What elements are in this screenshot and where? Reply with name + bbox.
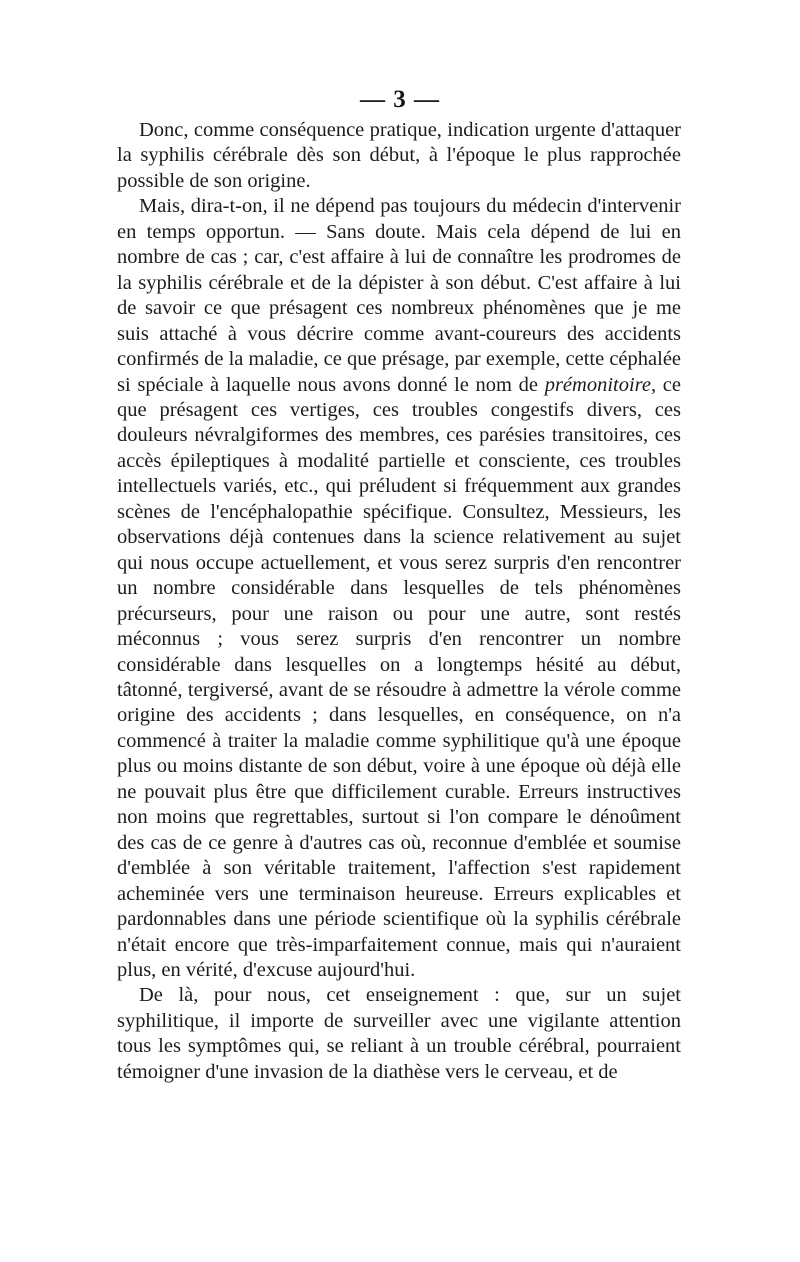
paragraph [117, 983, 681, 1085]
paragraph-text: Donc, comme conséquence pratique, indication urgente d'attaquer la syphilis cérébrale dès son début, à l'époque le plus rapprochée possible de son origine. [117, 119, 681, 192]
paragraph-text: De là, pour nous, cet enseignement : que, sur un sujet syphilitique, il importe de surveiller avec une vigilante attention tous les symptômes qui, se reliant à un trouble cérébral, pourraient témoigner d'une invasion de la diathèse vers le cerveau, et de [117, 984, 681, 1083]
paragraph [117, 194, 681, 983]
paragraph-text: Mais, dira-t-on, il ne dépend pas toujours du médecin d'intervenir en temps opportun. — Sans doute. Mais cela dépend de lui en nombre de cas ; car, c'est affaire à lui de connaître les prodromes de la syphilis cérébrale et de la dépister à son début. C'est affaire à lui de savoir ce que présagent ces nombreux phénomènes que je me suis attaché à vous décrire comme avant-coureurs des accidents confirmés de la maladie, ce que présage, par exemple, cette céphalée si spéciale à laquelle nous avons donné le nom de [117, 195, 682, 396]
italic-term: prémonitoire [544, 373, 651, 396]
body-text [117, 118, 681, 1085]
page-number: — 3 — [360, 86, 440, 113]
paragraph [117, 118, 681, 194]
paragraph-text: , ce que présagent ces vertiges, ces troubles congestifs divers, ces douleurs névralgiformes des membres, ces parésies transitoires, ces accès épileptiques à modalité partielle et consciente, ces troubles intellectuels variés, etc., qui préludent si fréquemment aux grandes scènes de l'encéphalopathie spécifique. Consultez, Messieurs, les observations déjà contenues dans la science relativement au sujet qui nous occupe actuellement, et vous serez surpris d'en rencontrer un nombre considérable dans lesquelles de tels phénomènes précurseurs, pour une raison ou pour une autre, sont restés méconnus ; vous serez surpris d'en rencontrer un nombre considérable dans lesquelles on a longtemps hésité au début, tâtonné, tergiversé, avant de se résoudre à admettre la vérole comme origine des accidents ; dans lesquelles, en conséquence, on n'a commencé à traiter la maladie comme syphilitique qu'à une époque plus ou moins distante de son début, voire à une époque où déjà elle ne pouvait plus être que difficilement curable. Erreurs instructives non moins que regrettables, surtout si l'on compare le dénoûment des cas de ce genre à d'autres cas où, reconnue d'emblée et soumise d'emblée à son véritable traitement, l'affection s'est rapidement acheminée vers une terminaison heureuse. Erreurs explicables et pardonnables dans une période scientifique où la syphilis cérébrale n'était encore que très-imparfaitement connue, mais qui n'auraient plus, en vérité, d'excuse aujourd'hui. [117, 373, 682, 981]
